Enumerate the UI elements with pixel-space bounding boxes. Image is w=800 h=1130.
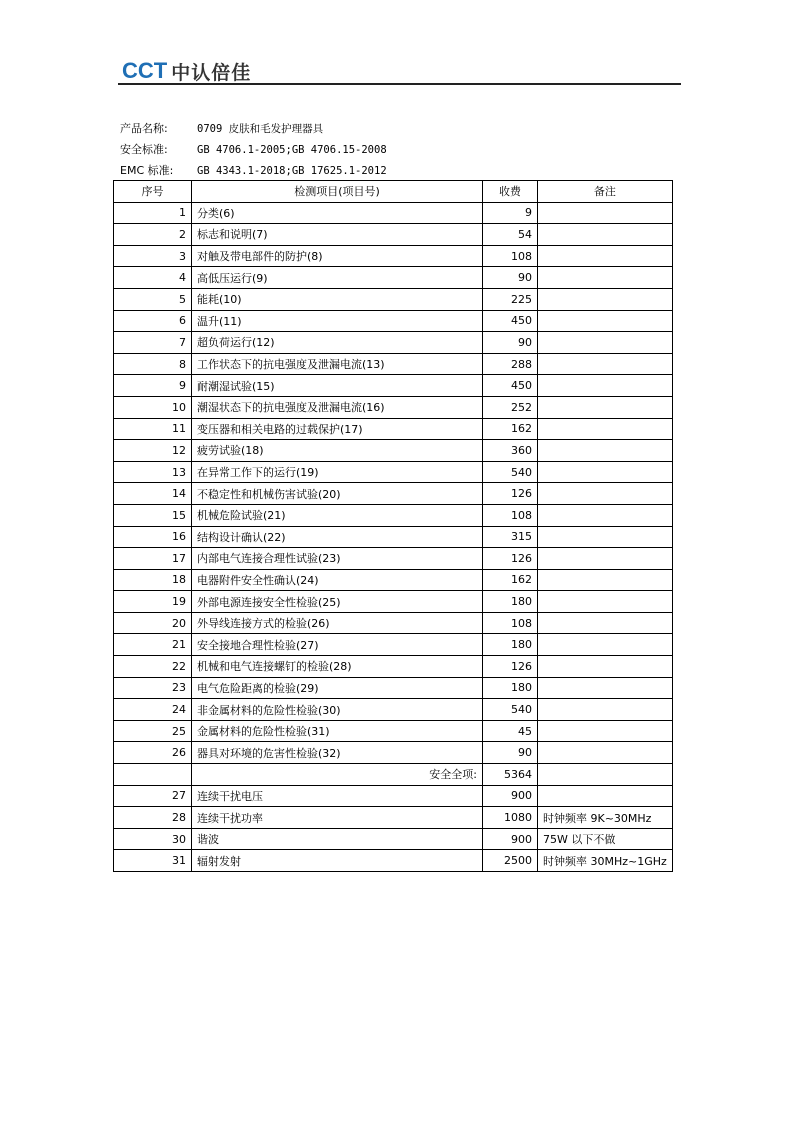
safety-row [114, 310, 673, 332]
row-no: 25 [114, 720, 192, 742]
row-fee: 90 [483, 267, 538, 289]
subtotal-remark-cell [538, 764, 673, 786]
row-fee: 2500 [483, 850, 538, 872]
row-no: 31 [114, 850, 192, 872]
row-item: 机械危险试验(21) [192, 504, 483, 526]
row-no: 21 [114, 634, 192, 656]
safety-row [114, 202, 673, 224]
safety-row [114, 288, 673, 310]
safety-standard-label: 安全标准: [120, 143, 168, 156]
row-fee: 900 [483, 828, 538, 850]
row-remark [538, 526, 673, 548]
safety-row [114, 440, 673, 462]
row-fee: 162 [483, 569, 538, 591]
product-name-line [120, 122, 323, 136]
row-fee: 90 [483, 332, 538, 354]
emc-standard-line [120, 164, 387, 178]
row-item: 器具对环境的危害性检验(32) [192, 742, 483, 764]
row-fee: 450 [483, 375, 538, 397]
row-remark [538, 483, 673, 505]
row-item: 超负荷运行(12) [192, 332, 483, 354]
row-fee: 540 [483, 461, 538, 483]
header-no: 序号 [114, 181, 192, 203]
row-remark: 时钟频率 30MHz~1GHz [538, 850, 673, 872]
row-no: 30 [114, 828, 192, 850]
safety-row [114, 699, 673, 721]
row-no: 15 [114, 504, 192, 526]
emc-standard-value: GB 4343.1-2018;GB 17625.1-2012 [197, 165, 387, 177]
row-no: 12 [114, 440, 192, 462]
row-item: 电气危险距离的检验(29) [192, 677, 483, 699]
safety-row [114, 677, 673, 699]
product-name-value: 0709 皮肤和毛发护理器具 [197, 123, 324, 135]
row-no: 14 [114, 483, 192, 505]
row-item: 工作状态下的抗电强度及泄漏电流(13) [192, 353, 483, 375]
row-remark [538, 569, 673, 591]
header-item: 检测项目(项目号) [192, 181, 483, 203]
safety-rows [114, 202, 673, 763]
row-remark [538, 267, 673, 289]
row-no: 28 [114, 807, 192, 829]
row-remark [538, 396, 673, 418]
row-no: 19 [114, 591, 192, 613]
row-item: 金属材料的危险性检验(31) [192, 720, 483, 742]
header-fee: 收费 [483, 181, 538, 203]
row-item: 辐射发射 [192, 850, 483, 872]
row-fee: 900 [483, 785, 538, 807]
row-item: 潮湿状态下的抗电强度及泄漏电流(16) [192, 396, 483, 418]
safety-row [114, 526, 673, 548]
row-fee: 108 [483, 245, 538, 267]
logo-latin-text: CCT [122, 58, 168, 83]
safety-row [114, 483, 673, 505]
row-item: 变压器和相关电路的过载保护(17) [192, 418, 483, 440]
safety-row [114, 418, 673, 440]
row-remark [538, 418, 673, 440]
safety-row [114, 591, 673, 613]
safety-row [114, 396, 673, 418]
row-fee: 180 [483, 634, 538, 656]
row-item: 高低压运行(9) [192, 267, 483, 289]
row-remark [538, 612, 673, 634]
subtotal-no-cell [114, 764, 192, 786]
row-remark [538, 245, 673, 267]
row-no: 7 [114, 332, 192, 354]
emc-row [114, 807, 673, 829]
row-no: 18 [114, 569, 192, 591]
row-item: 电器附件安全性确认(24) [192, 569, 483, 591]
company-logo [122, 58, 251, 84]
safety-row [114, 569, 673, 591]
row-item: 不稳定性和机械伤害试验(20) [192, 483, 483, 505]
subtotal-label: 安全全项: [192, 764, 483, 786]
row-item: 内部电气连接合理性试验(23) [192, 548, 483, 570]
row-fee: 540 [483, 699, 538, 721]
row-remark [538, 548, 673, 570]
row-fee: 90 [483, 742, 538, 764]
safety-row [114, 548, 673, 570]
row-remark [538, 224, 673, 246]
row-remark [538, 375, 673, 397]
row-item: 连续干扰功率 [192, 807, 483, 829]
row-remark [538, 785, 673, 807]
row-item: 耐潮湿试验(15) [192, 375, 483, 397]
row-fee: 180 [483, 677, 538, 699]
safety-row [114, 720, 673, 742]
row-remark [538, 461, 673, 483]
row-item: 温升(11) [192, 310, 483, 332]
row-fee: 45 [483, 720, 538, 742]
safety-row [114, 742, 673, 764]
safety-row [114, 353, 673, 375]
row-fee: 288 [483, 353, 538, 375]
row-remark: 75W 以下不做 [538, 828, 673, 850]
table-header-row [114, 181, 673, 203]
row-remark [538, 699, 673, 721]
row-item: 分类(6) [192, 202, 483, 224]
row-fee: 126 [483, 656, 538, 678]
safety-row [114, 612, 673, 634]
safety-row [114, 245, 673, 267]
row-remark [538, 310, 673, 332]
row-no: 17 [114, 548, 192, 570]
safety-standard-value: GB 4706.1-2005;GB 4706.15-2008 [197, 144, 387, 156]
emc-row [114, 850, 673, 872]
row-item: 疲劳试验(18) [192, 440, 483, 462]
row-item: 能耗(10) [192, 288, 483, 310]
row-item: 在异常工作下的运行(19) [192, 461, 483, 483]
safety-row [114, 656, 673, 678]
row-item: 谐波 [192, 828, 483, 850]
safety-row [114, 267, 673, 289]
fee-table [113, 180, 673, 872]
row-no: 11 [114, 418, 192, 440]
row-no: 24 [114, 699, 192, 721]
row-no: 13 [114, 461, 192, 483]
row-fee: 54 [483, 224, 538, 246]
emc-row [114, 785, 673, 807]
safety-row [114, 461, 673, 483]
row-item: 外导线连接方式的检验(26) [192, 612, 483, 634]
row-fee: 126 [483, 483, 538, 505]
row-remark [538, 634, 673, 656]
row-no: 20 [114, 612, 192, 634]
row-no: 3 [114, 245, 192, 267]
row-no: 9 [114, 375, 192, 397]
row-no: 16 [114, 526, 192, 548]
emc-standard-label: EMC 标准: [120, 164, 174, 177]
row-fee: 162 [483, 418, 538, 440]
row-remark [538, 591, 673, 613]
row-item: 标志和说明(7) [192, 224, 483, 246]
row-fee: 315 [483, 526, 538, 548]
row-fee: 126 [483, 548, 538, 570]
subtotal-row [114, 764, 673, 786]
row-no: 27 [114, 785, 192, 807]
emc-rows [114, 785, 673, 871]
row-remark [538, 440, 673, 462]
row-no: 8 [114, 353, 192, 375]
row-fee: 450 [483, 310, 538, 332]
row-fee: 225 [483, 288, 538, 310]
header-divider [118, 83, 681, 85]
emc-row [114, 828, 673, 850]
row-fee: 1080 [483, 807, 538, 829]
row-remark [538, 332, 673, 354]
product-name-label: 产品名称: [120, 122, 168, 135]
row-no: 4 [114, 267, 192, 289]
safety-row [114, 375, 673, 397]
row-remark [538, 656, 673, 678]
row-fee: 360 [483, 440, 538, 462]
safety-row [114, 224, 673, 246]
row-remark [538, 202, 673, 224]
row-no: 1 [114, 202, 192, 224]
safety-standard-line [120, 143, 387, 157]
row-fee: 180 [483, 591, 538, 613]
row-no: 26 [114, 742, 192, 764]
row-remark [538, 720, 673, 742]
row-fee: 108 [483, 612, 538, 634]
row-fee: 252 [483, 396, 538, 418]
safety-row [114, 332, 673, 354]
row-no: 2 [114, 224, 192, 246]
row-no: 23 [114, 677, 192, 699]
safety-row [114, 504, 673, 526]
row-item: 连续干扰电压 [192, 785, 483, 807]
row-remark [538, 353, 673, 375]
row-item: 非金属材料的危险性检验(30) [192, 699, 483, 721]
row-item: 安全接地合理性检验(27) [192, 634, 483, 656]
row-no: 5 [114, 288, 192, 310]
row-item: 外部电源连接安全性检验(25) [192, 591, 483, 613]
header-remark: 备注 [538, 181, 673, 203]
row-item: 对触及带电部件的防护(8) [192, 245, 483, 267]
row-item: 机械和电气连接螺钉的检验(28) [192, 656, 483, 678]
row-remark: 时钟频率 9K~30MHz [538, 807, 673, 829]
row-fee: 9 [483, 202, 538, 224]
row-fee: 108 [483, 504, 538, 526]
subtotal-fee: 5364 [483, 764, 538, 786]
row-remark [538, 288, 673, 310]
safety-row [114, 634, 673, 656]
row-remark [538, 742, 673, 764]
row-no: 10 [114, 396, 192, 418]
row-no: 6 [114, 310, 192, 332]
row-item: 结构设计确认(22) [192, 526, 483, 548]
row-remark [538, 504, 673, 526]
logo-chinese-text: 中认倍佳 [171, 61, 252, 84]
row-remark [538, 677, 673, 699]
row-no: 22 [114, 656, 192, 678]
